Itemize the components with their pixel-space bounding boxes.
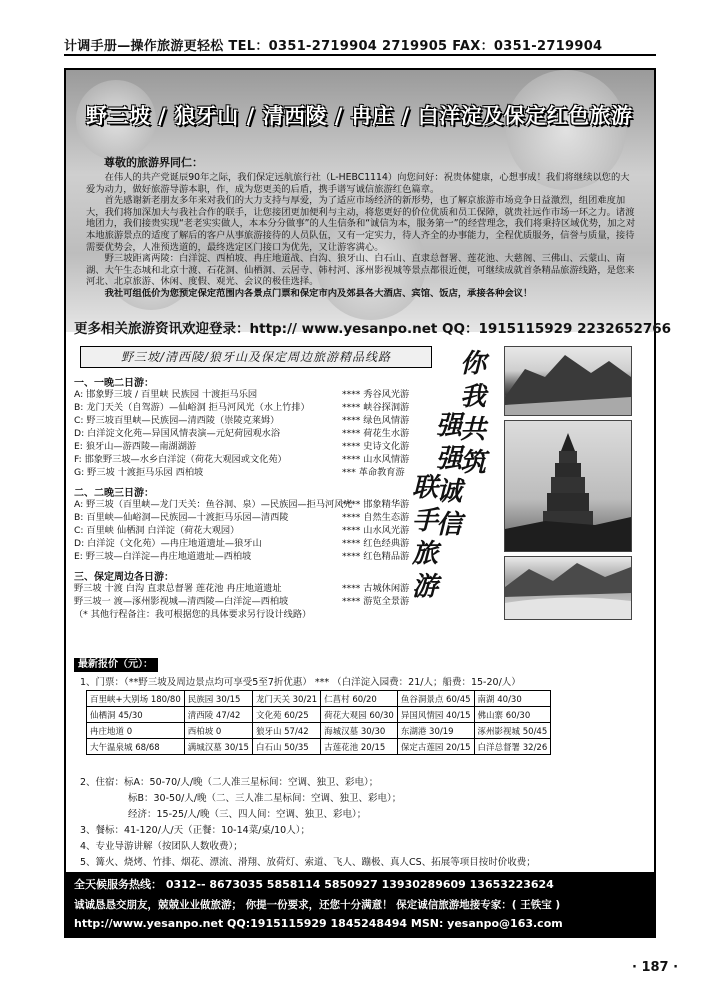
price-cell: 鱼谷洞景点 60/45 bbox=[397, 691, 474, 707]
route-text: （* 其他行程备注：我可根据您的具体要求另行设计线路） bbox=[74, 609, 312, 620]
lodging-line: 经济：15-25/人/晚（三、四人间：空调、独卫、彩电）； bbox=[128, 809, 367, 820]
page-header: 计调手册—操作旅游更轻松 TEL：0351-2719904 2719905 FAX：0351-2719904 bbox=[64, 39, 603, 54]
slogan-column: 强强诚信 bbox=[435, 411, 462, 540]
pagoda-photo bbox=[504, 420, 632, 552]
route-rating: **** 古城休闲游 bbox=[342, 583, 410, 594]
price-cell: 仁菖村 60/20 bbox=[321, 691, 398, 707]
route-text: B: 百里峡—仙峪洞—民族园—十渡拒马乐园—清西陵 bbox=[74, 512, 289, 523]
route-text: A: 野三坡（百里峡—龙门天关：鱼谷洞、泉）—民族园—拒马河风光 bbox=[74, 499, 353, 510]
price-cell: 荷花大观园 60/30 bbox=[321, 707, 398, 723]
routes-subtitle: 野三坡/清西陵/狼牙山及保定周边旅游精品线路 bbox=[80, 346, 432, 368]
contact-band bbox=[66, 872, 654, 936]
intro-text bbox=[86, 172, 638, 300]
route-text: E: 野三坡—白洋淀—冉庄地道遗址—西柏坡 bbox=[74, 551, 252, 562]
route-rating: **** 山水风情游 bbox=[342, 454, 410, 465]
hero-banner bbox=[66, 70, 654, 332]
lodging-line: 2、住宿：标A：50-70/人/晚（二人准三星标间：空调、独卫、彩电）； bbox=[80, 777, 379, 788]
price-cell: 白洋总督署 32/26 bbox=[474, 739, 551, 755]
canyon-image bbox=[505, 347, 631, 415]
price-cell: 民族园 30/15 bbox=[184, 691, 252, 707]
section-title: 一、一晚二日游： bbox=[74, 378, 154, 389]
route-rating: **** 邯象精华游 bbox=[342, 499, 410, 510]
price-cell: 白石山 50/35 bbox=[252, 739, 320, 755]
route-item bbox=[74, 414, 414, 427]
header-rule bbox=[64, 54, 656, 56]
route-item bbox=[74, 498, 414, 511]
intro-paragraph: 野三坡距离两陵：白洋淀、西柏坡、冉庄地道战、白沟、狼牙山、白石山、直隶总督署、莲花池、大慈阁、三佛山、云蒙山、南湖、大午生态城和北京十渡、石花洞、仙栖洞、云居寺、韩村河、涿州影视城等景点都很近便，可继续成就首条精品旅游线路，是您来河北、北京旅游、休闲、度假、观光、会议的极佳选择。 bbox=[86, 253, 635, 288]
greeting: 尊敬的旅游界同仁： bbox=[104, 156, 203, 169]
section-title: 二、二晚三日游： bbox=[74, 488, 154, 499]
route-item bbox=[74, 608, 414, 621]
route-rating: **** 红色经典游 bbox=[342, 538, 410, 549]
price-cell: 保定古莲园 20/15 bbox=[397, 739, 474, 755]
website-contact-line: 更多相关旅游资讯欢迎登录：http:// www.yesanpo.net QQ：1915115929 2232652766 bbox=[74, 321, 672, 337]
route-item bbox=[74, 453, 414, 466]
price-cell: 仙栖洞 45/30 bbox=[87, 707, 185, 723]
route-rating: **** 秀谷风光游 bbox=[342, 389, 410, 400]
meal-line: 3、餐标：41-120/人/天（正餐：10-14菜/桌/10人）； bbox=[80, 825, 310, 836]
route-text: B: 龙门天关（自驾游）—仙峪洞 拒马河风光（水上竹排） bbox=[74, 402, 310, 413]
intro-paragraph: 首先感谢新老朋友多年来对我们的大力支持与厚爱，为了适应市场经济的新形势，也了解京旅游市场竞争日益激烈，组团难度加大，我们将加深加大与我社合作的联手，让您接团更加便利与主动，将您更好的价位优质和员工保障，就贵社远作市场一环之力。诸渡地团力，我们接贵实现“老老实实做人，本本分分做事”的人生信条和“诚信为本，服务第一”的经营理念，我们将秉持区域优势，加之对本地旅游景点的适度了解后的客户从事旅游接待的人员队伍，又有一定实力，待人齐全的办事能力，全程优质服务，信誉与质量，接待需要优势会，人准预选道的，最终选定区门接口为优先，又让游客满心。 bbox=[86, 195, 636, 253]
lodging-line: 标B：30-50/人/晚（二、三人准二星标间：空调、独卫、彩电）； bbox=[128, 793, 402, 804]
table-row bbox=[87, 691, 551, 707]
route-text: D: 白洋淀文化苑—异国风情表演—元妃荷园观水浴 bbox=[74, 428, 281, 439]
price-cell: 西柏坡 0 bbox=[184, 723, 252, 739]
price-cell: 百里峡+大别场 180/80 bbox=[87, 691, 185, 707]
route-text: D: 白洋淀（文化苑）—冉庄地道遗址—狼牙山 bbox=[74, 538, 262, 549]
route-text: 野三坡一 渡—涿州影视城—清西陵—白洋淀—西柏坡 bbox=[74, 596, 289, 607]
brochure-frame bbox=[64, 68, 672, 938]
pagoda-image bbox=[505, 421, 631, 551]
route-rating: **** 自然生态游 bbox=[342, 512, 410, 523]
price-cell: 东湖港 30/19 bbox=[397, 723, 474, 739]
intro-paragraph: 在伟人的共产党诞辰90年之际，我们保定远航旅行社（L-HEBC1114）向您问好：祝贵体健康，心想事成！我们将继续以您的大爱为动力，做好旅游导游本职，作，成为您更美的后盾，携手谱写诚信旅游红色篇章。 bbox=[86, 172, 630, 195]
route-item bbox=[74, 595, 414, 608]
hotline: 全天候服务热线： 0312-- 8673035 5858114 5850927 13930289609 13653223624 bbox=[74, 878, 554, 891]
table-row bbox=[87, 707, 551, 723]
price-cell: 龙门天关 30/21 bbox=[252, 691, 320, 707]
price-label: 最新报价（元）： bbox=[74, 658, 158, 672]
section-title: 三、保定周边各日游： bbox=[74, 572, 174, 583]
route-item bbox=[74, 427, 414, 440]
table-row bbox=[87, 739, 551, 755]
landscape-photo bbox=[504, 346, 632, 416]
price-cell: 冉庄地道 0 bbox=[87, 723, 185, 739]
route-rating: *** 革命教育游 bbox=[342, 467, 405, 478]
route-item bbox=[74, 582, 414, 595]
price-cell: 涿州影视城 50/45 bbox=[474, 723, 551, 739]
route-item bbox=[74, 511, 414, 524]
slogan-column: 联手旅游 bbox=[411, 473, 438, 602]
route-item bbox=[74, 440, 414, 453]
route-text: G: 野三坡 十渡拒马乐园 西柏坡 bbox=[74, 467, 204, 478]
route-text: E: 狼牙山—游西陵—南湖湖游 bbox=[74, 441, 197, 452]
main-title: 野三坡 / 狼牙山 / 清西陵 / 冉庄 / 白洋淀及保定红色旅游 bbox=[86, 104, 633, 128]
price-cell: 文化苑 60/25 bbox=[252, 707, 320, 723]
slogan-column: 你我共筑 bbox=[459, 349, 486, 478]
route-rating: **** 史诗文化游 bbox=[342, 441, 410, 452]
route-item bbox=[74, 401, 414, 414]
extras-line: 5、篝火、烧烤、竹排、烟花、漂流、滑翔、放荷灯、索道、飞人、蹦极、真人CS、拓展等项目按时价收费； bbox=[80, 857, 536, 868]
route-item bbox=[74, 537, 414, 550]
route-item bbox=[74, 466, 414, 479]
guide-line: 4、专业导游讲解（按团队人数收费）； bbox=[80, 841, 243, 852]
route-item bbox=[74, 524, 414, 537]
price-cell: 满城汉墓 30/15 bbox=[184, 739, 252, 755]
web-contact: http://www.yesanpo.net QQ:1915115929 1845248494 MSN: yesanpo@163.com bbox=[74, 917, 563, 930]
river-image bbox=[505, 557, 631, 619]
price-cell: 清西陵 47/42 bbox=[184, 707, 252, 723]
route-item bbox=[74, 388, 414, 401]
route-rating: **** 荷花生水游 bbox=[342, 428, 410, 439]
slogan-line: 诚诚恳恳交朋友，兢兢业业做旅游； 你提一份要求，还您十分满意！ 保定诚信旅游地接专家：( 王铁宝 ) bbox=[74, 899, 561, 911]
route-text: C: 野三坡百里峡—民族园—清西陵（崇陵克莱姆） bbox=[74, 415, 280, 426]
route-text: C: 百里峡 仙栖洞 白洋淀（荷花大观园） bbox=[74, 525, 240, 536]
route-rating: **** 游览全景游 bbox=[342, 596, 410, 607]
route-rating: **** 山水风光游 bbox=[342, 525, 410, 536]
price-cell: 佛山寨 60/30 bbox=[474, 707, 551, 723]
price-table bbox=[86, 690, 551, 755]
route-rating: **** 红色精品游 bbox=[342, 551, 410, 562]
table-row bbox=[87, 723, 551, 739]
route-item bbox=[74, 550, 414, 563]
intro-paragraph: 我社可组低价为您预定保定范围内各景点门票和保定市内及郊县各大酒店、宾馆、饭店，承接各种会议！ bbox=[104, 287, 533, 299]
price-cell: 异国风情园 40/15 bbox=[397, 707, 474, 723]
price-cell: 大午温泉城 68/68 bbox=[87, 739, 185, 755]
route-rating: **** 绿色风情游 bbox=[342, 415, 410, 426]
route-text: 野三坡 十渡 白沟 直隶总督署 莲花池 冉庄地道遗址 bbox=[74, 583, 282, 594]
page-number: · 187 · bbox=[632, 960, 679, 975]
route-text: A: 邯象野三坡 / 百里峡 民族园 十渡拒马乐园 bbox=[74, 389, 258, 400]
price-cell: 狼牙山 57/42 bbox=[252, 723, 320, 739]
route-text: F: 邯象野三坡—水乡白洋淀（荷花大观园或文化苑） bbox=[74, 454, 287, 465]
river-photo bbox=[504, 556, 632, 620]
price-cell: 古莲花池 20/15 bbox=[321, 739, 398, 755]
tickets-line: 1、门票：（**野三坡及周边景点均可享受5至7折优惠） *** （白洋淀入园费：21/人；船费：15-20/人） bbox=[80, 677, 521, 688]
price-cell: 海城汉墓 30/30 bbox=[321, 723, 398, 739]
price-cell: 南湖 40/30 bbox=[474, 691, 551, 707]
route-rating: **** 峡谷探洞游 bbox=[342, 402, 410, 413]
